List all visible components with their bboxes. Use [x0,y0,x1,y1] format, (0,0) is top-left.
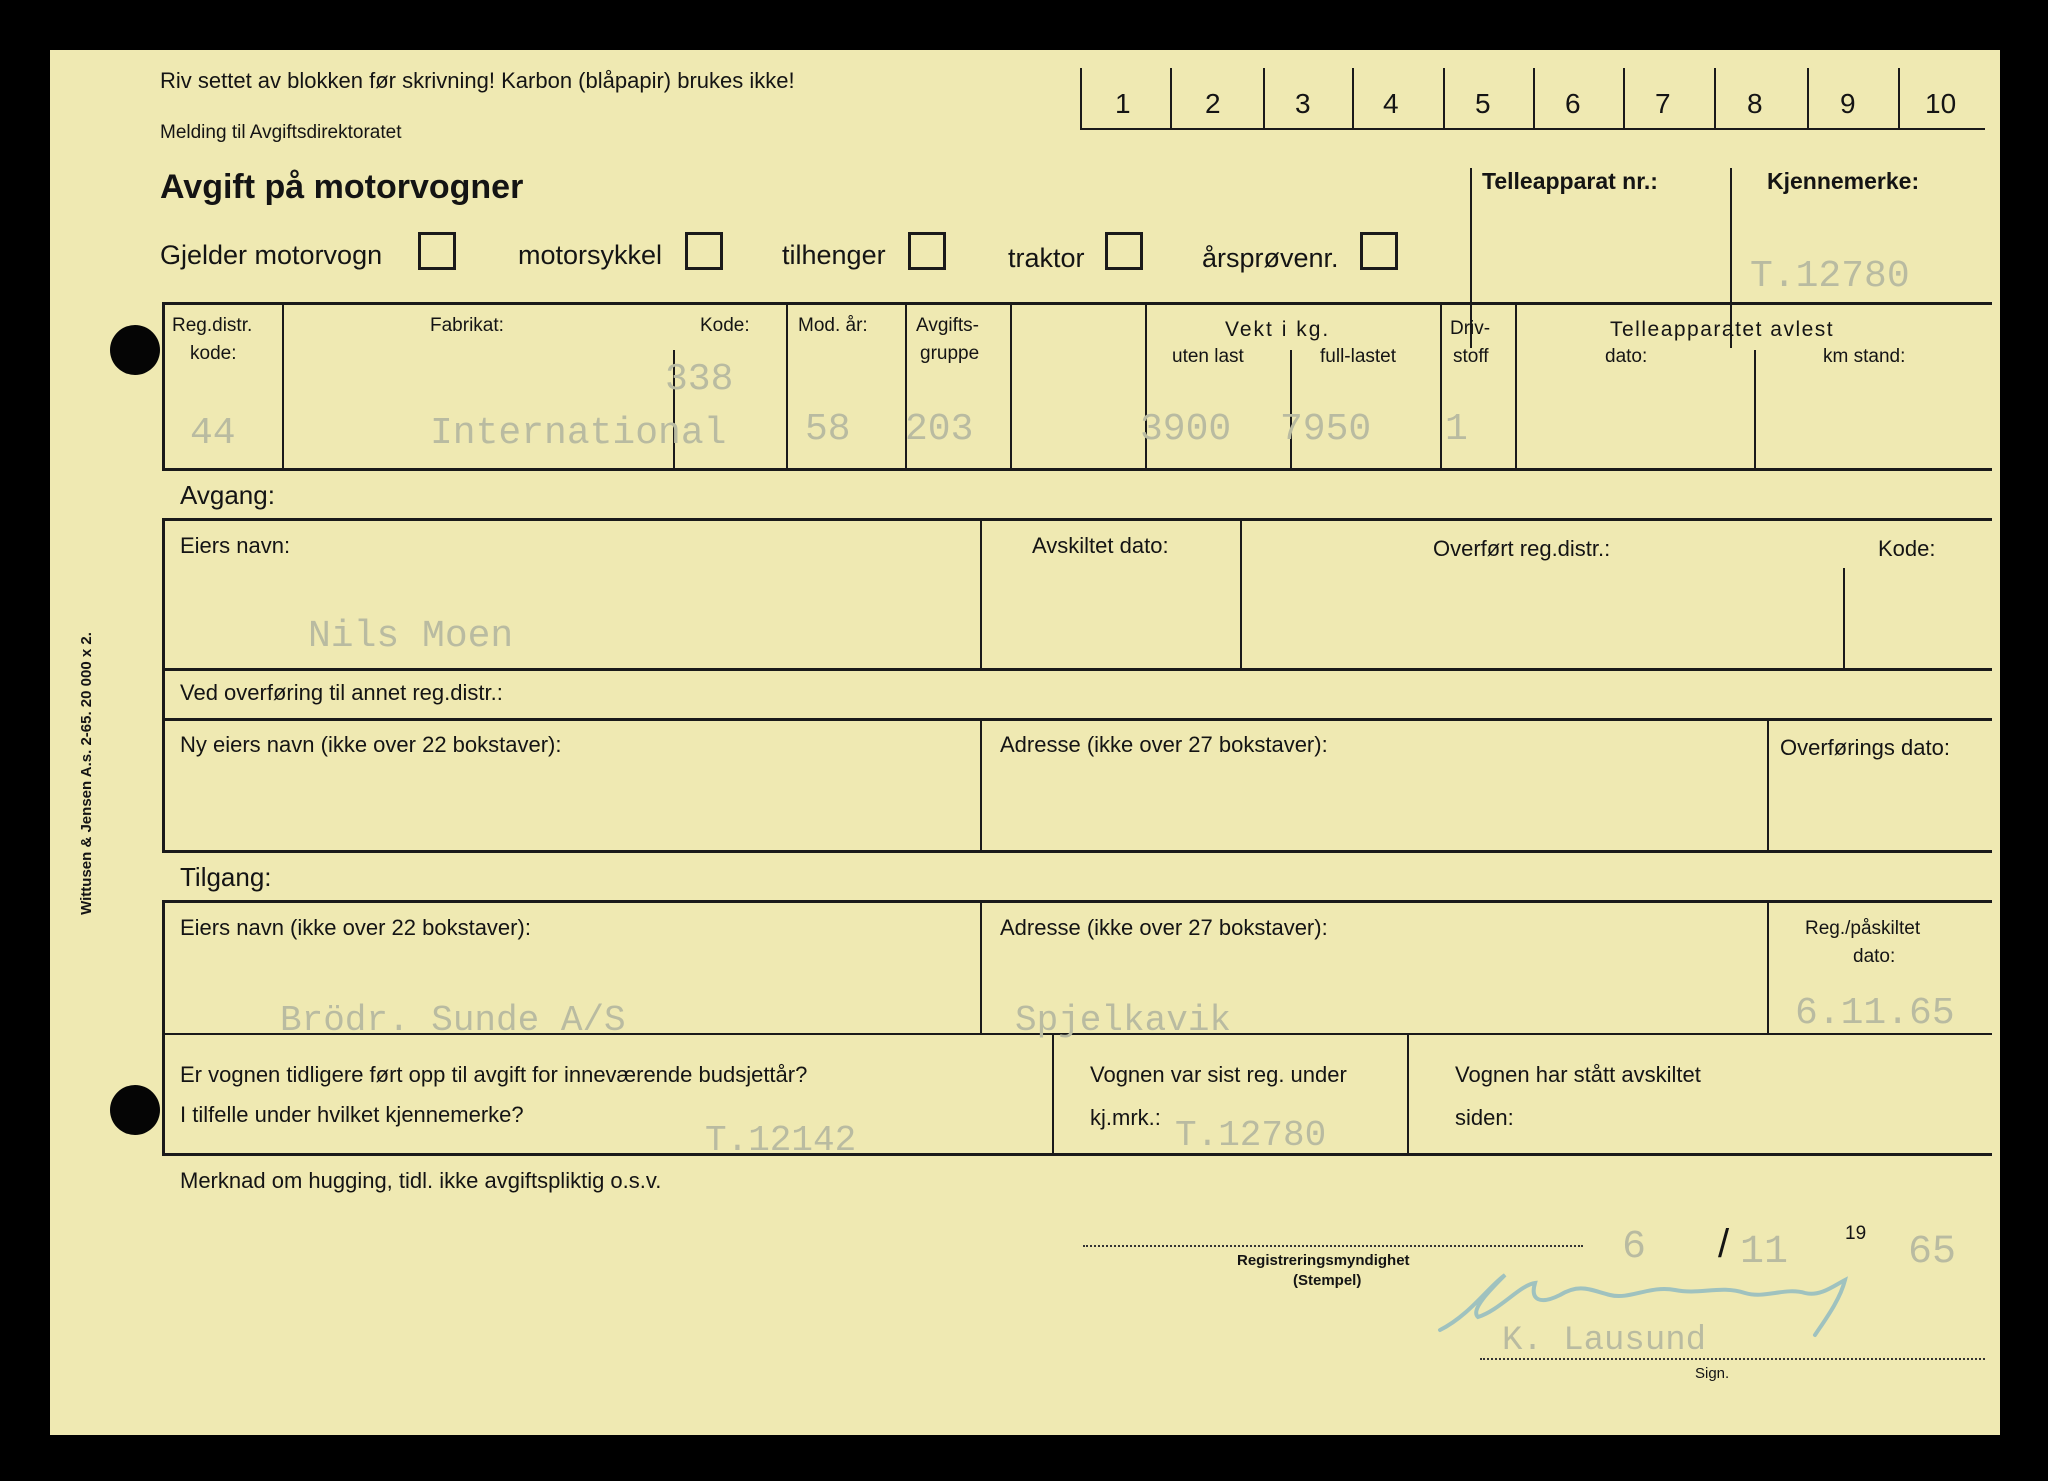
tilhenger-label: tilhenger [782,240,886,270]
registreringsmyndighet-label: Registreringsmyndighet [1237,1252,1410,1269]
overforings-dato-label: Overførings dato: [1780,735,1950,760]
punch-hole-bottom [110,1085,160,1135]
overfort-label: Overført reg.distr.: [1433,536,1611,561]
strip-number: 1 [1115,88,1131,119]
strip-number: 4 [1383,88,1399,119]
telleapparat-label: Telleapparat nr.: [1482,168,1658,194]
full-lastet-label: full-lastet [1320,346,1397,367]
kjennemerke-label: Kjennemerke: [1767,168,1920,194]
fabrikat-label: Fabrikat: [430,315,504,336]
kode-value: 338 [665,358,734,401]
tilgang-adresse-value: Spjelkavik [1015,1000,1232,1041]
checkbox-motorsykkel[interactable] [685,232,723,270]
full-lastet-value: 7950 [1280,408,1372,451]
recipient-text: Melding til Avgiftsdirektoratet [160,122,402,143]
strip-number: 8 [1747,88,1763,119]
tilgang-eiers-navn-value: Brödr. Sunde A/S [280,1000,626,1041]
checkbox-traktor[interactable] [1105,232,1143,270]
dato-label: dato: [1605,346,1648,367]
question-value: T.12142 [705,1120,857,1161]
reg-paskiltet-label-2: dato: [1853,946,1896,967]
registration-form-card [50,50,2000,1435]
avgang-eiers-navn-value: Nils Moen [308,615,514,658]
date-century: 19 [1845,1223,1867,1244]
uten-last-label: uten last [1172,346,1244,367]
question-1: Er vognen tidligere ført opp til avgift for inneværende budsjettår? [180,1062,808,1087]
checkbox-arsprovenr[interactable] [1360,232,1398,270]
drivstoff-label-2: stoff [1453,346,1489,367]
avgang-eiers-navn-label: Eiers navn: [180,533,291,558]
avgang-kode-label: Kode: [1878,536,1936,561]
reg-distr-label: Reg.distr. [172,315,253,336]
sist-reg-label-1: Vognen var sist reg. under [1090,1062,1347,1087]
vehicle-type-prefix: Gjelder motorvogn [160,240,383,270]
signature-dotted-line [1480,1358,1985,1360]
instruction-text: Riv settet av blokken før skrivning! Karbon (blåpapir) brukes ikke! [160,68,795,93]
avskiltet-siden-label-2: siden: [1455,1105,1514,1130]
ved-overforing-label: Ved overføring til annet reg.distr.: [180,680,503,705]
strip-number: 3 [1295,88,1311,119]
signer-name: K. Lausund [1502,1322,1707,1360]
date-day: 6 [1622,1225,1647,1270]
drivstoff-label-1: Driv- [1450,318,1491,339]
strip-number: 9 [1840,88,1856,119]
strip-number: 6 [1565,88,1581,119]
punch-hole-top [110,325,160,375]
date-dotted-line [1083,1245,1583,1247]
tilgang-heading: Tilgang: [180,862,272,892]
reg-paskiltet-value: 6.11.65 [1795,992,1955,1035]
tilgang-eiers-navn-label: Eiers navn (ikke over 22 bokstaver): [180,915,531,940]
sist-reg-label-2: kj.mrk.: [1090,1105,1161,1130]
avskiltet-siden-label-1: Vognen har stått avskiltet [1455,1062,1701,1087]
sign-label: Sign. [1695,1365,1730,1382]
avgiftsgruppe-label-1: Avgifts- [916,315,980,336]
kode-label: Kode: [700,315,750,336]
fabrikat-value: International [430,412,727,455]
vekt-label: Vekt i kg. [1225,318,1331,341]
tilgang-adresse-label: Adresse (ikke over 27 bokstaver): [1000,915,1328,940]
strip-number: 5 [1475,88,1491,119]
avskiltet-dato-label: Avskiltet dato: [1032,533,1169,558]
form-title: Avgift på motorvogner [160,168,524,206]
telleapparat-avlest-label: Telleapparatet avlest [1610,318,1835,341]
checkbox-motorvogn[interactable] [418,232,456,270]
mod-ar-label: Mod. år: [798,315,868,336]
reg-paskiltet-label-1: Reg./påskiltet [1805,918,1921,939]
merknad-label: Merknad om hugging, tidl. ikke avgiftspliktig o.s.v. [180,1168,662,1193]
printer-imprint: Wittusen & Jensen A.s. 2-65. 20 000 x 2. [77,632,95,915]
ny-eier-label: Ny eiers navn (ikke over 22 bokstaver): [180,732,562,757]
strip-number: 2 [1205,88,1221,119]
strip-number: 7 [1655,88,1671,119]
question-2: I tilfelle under hvilket kjennemerke? [180,1102,524,1127]
uten-last-value: 3900 [1140,408,1232,451]
date-month: 11 [1740,1230,1789,1275]
avgang-adresse-label: Adresse (ikke over 27 bokstaver): [1000,732,1328,757]
km-stand-label: km stand: [1823,346,1906,367]
mod-ar-value: 58 [805,408,851,451]
arsprovenr-label: årsprøvenr. [1202,243,1339,273]
reg-distr-value: 44 [190,412,236,455]
stempel-label: (Stempel) [1293,1272,1362,1289]
traktor-label: traktor [1008,243,1085,273]
date-slash: / [1718,1222,1730,1266]
drivstoff-value: 1 [1445,408,1468,451]
avgiftsgruppe-label-2: gruppe [920,343,980,364]
avgiftsgruppe-value: 203 [905,408,974,451]
sist-reg-value: T.12780 [1175,1115,1327,1156]
motorsykkel-label: motorsykkel [518,240,663,270]
date-year: 65 [1908,1230,1957,1275]
checkbox-tilhenger[interactable] [908,232,946,270]
kjennemerke-value: T.12780 [1750,255,1910,298]
strip-number: 10 [1925,88,1957,119]
avgang-heading: Avgang: [180,480,275,510]
reg-kode-label: kode: [190,343,237,364]
